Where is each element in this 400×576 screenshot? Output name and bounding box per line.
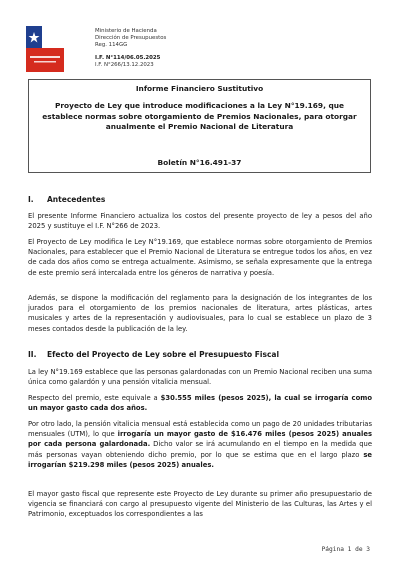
highlight-text: $30.555 miles (pesos 2025), la cual se irrogaría como un mayor gasto cada dos años. [28,394,372,413]
section-heading-efecto [28,350,279,359]
report-replaced: I.F. N°266/13.12.2023 [95,61,154,68]
paragraph: El presente Informe Financiero actualiza los costos del presente proyecto de ley a pesos del año 2025 y sustituye el I.F. N°266 de 2023. [28,212,372,231]
section-number: II. [28,350,37,359]
document-heading: Informe Financiero Sustitutivo [135,84,264,93]
paragraph [28,419,372,470]
paragraph: La ley N°19.169 establece que las personas galardonadas con un Premio Nacional reciben una suma única como galardón y una pensión vitalicia mensual. [28,368,372,387]
ministry-line: Dirección de Presupuestos [95,35,167,42]
page-number: Página 1 de 3 [321,546,370,553]
paragraph: El mayor gasto fiscal que represente este Proyecto de Ley durante su primer año presupuestario de vigencia se financiará con cargo al presupuesto vigente del Ministerio de las Culturas, las Artes y el Patrimonio, exceptuados los correspondientes a las [28,490,372,519]
section-number: I. [28,195,34,204]
highlight-text: se irrogarían $219.298 miles (pesos 2025) anuales. [28,450,372,469]
ministry-line: Reg. 114GG [95,42,128,49]
report-number: I.F. N°114/06.05.2025 [95,55,161,61]
text: Respecto del premio, este equivale a [28,394,161,402]
report-reference [95,55,160,68]
text: Dicho valor se irá acumulando en el tiempo en la medida que más personas vayan obteniendo dicho premio, por lo que se estima que en el largo plazo [28,440,372,459]
project-title: Proyecto de Ley que introduce modificaciones a la Ley N°19.169, que establece normas sobre otorgamiento de Premios Nacionales, para otorgar anualmente el Premio Nacional de Literatura [42,101,357,131]
bulletin-number: Boletín N°16.491-37 [157,158,242,167]
ministry-block [95,28,166,50]
ministry-line: Ministerio de Hacienda [95,28,157,34]
paragraph: El Proyecto de Ley modifica le Ley N°19.169, que establece normas sobre otorgamiento de Premios Nacionales, para establecer que el Premio Nacional de Literatura se entregue todos los años, en vez de cada dos años como se entrega actualmente. Asimismo, se señala expresamente que la entrega de este premio será intercalada entre los géneros de narrativa y poesía. [28,238,372,277]
text: Por otro lado, la pensión vitalicia mensual está establecida como un pago de 20 unidades tributarias mensuales (UTM), lo que [28,420,372,439]
section-title: Efecto del Proyecto de Ley sobre el Presupuesto Fiscal [47,350,280,359]
paragraph: Además, se dispone la modificación del reglamento para la designación de los integrantes de los jurados para el otorgamiento de los premios nacionales de literatura, artes plásticas, artes musicales y artes de la representación y audiovisuales, para lo cual se establece un plazo de 3 meses contados desde la publicación de la ley. [28,294,372,333]
section-title: Antecedentes [47,195,106,204]
government-logo [26,26,64,72]
title-box [28,79,371,173]
highlight-text: irrogaría un mayor gasto de $16.476 miles (pesos 2025) anuales por cada persona galardonada. [28,430,372,449]
section-heading-antecedentes [28,195,105,204]
paragraph [28,393,372,413]
